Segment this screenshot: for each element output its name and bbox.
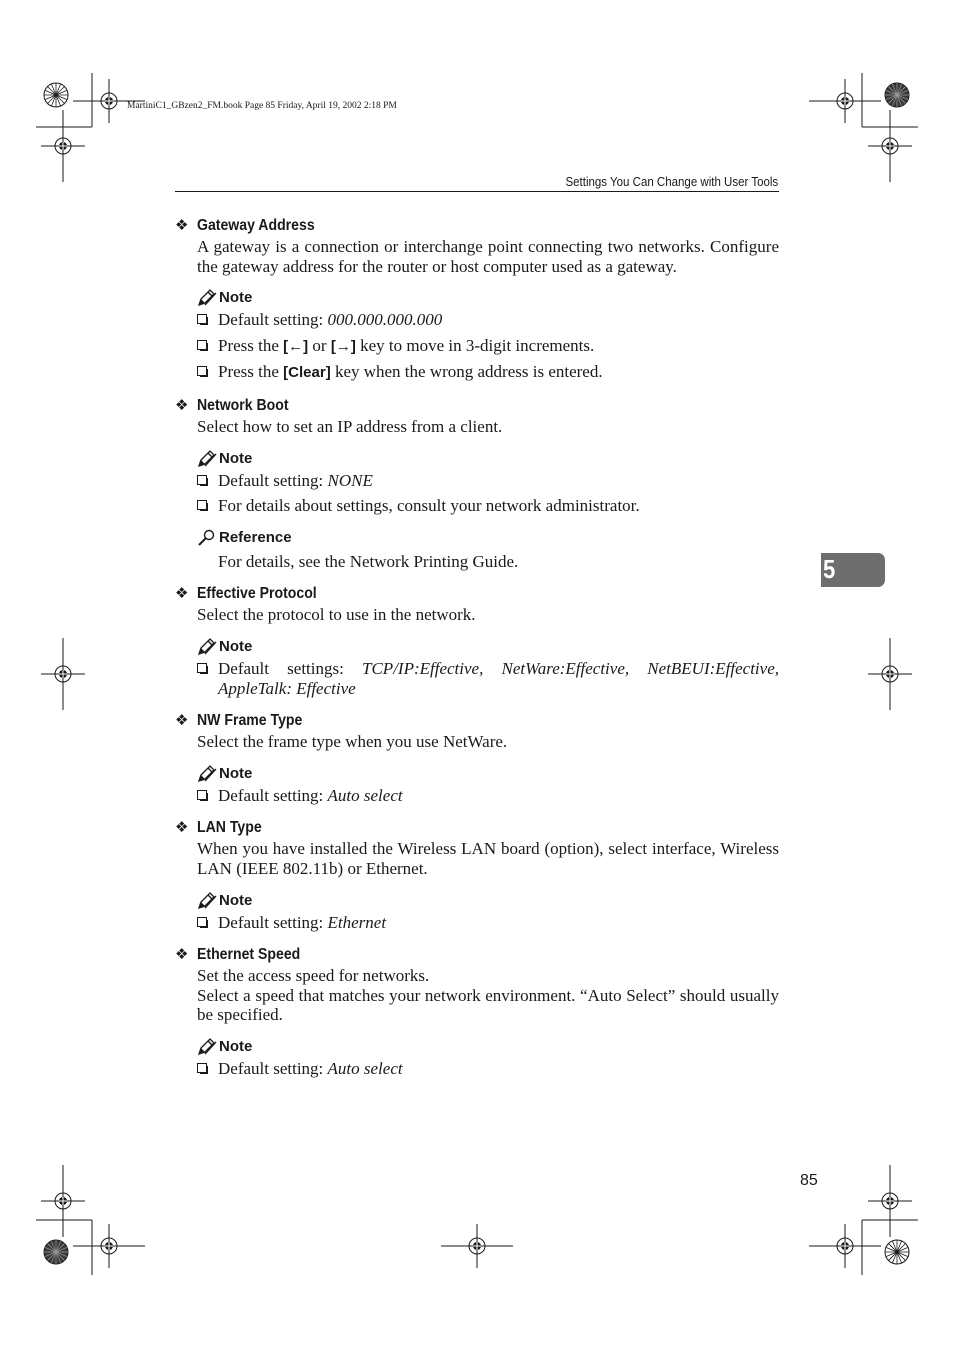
note-item: Default setting: Ethernet [175,913,779,933]
checkbox-bullet-icon [197,500,207,510]
diamond-bullet-icon: ❖ [175,712,189,730]
note-heading: Note [175,1037,779,1057]
checkbox-bullet-icon [197,475,207,485]
pencil-note-icon [197,289,217,307]
checkbox-bullet-icon [197,790,207,800]
note-item: Default setting: NONE [175,471,779,491]
checkbox-bullet-icon [197,314,207,324]
chapter-number: 5 [823,554,836,584]
section-title: ❖ Ethernet Speed [175,944,779,966]
diamond-bullet-icon: ❖ [175,217,189,234]
note-heading: Note [175,891,779,911]
note-item: Default setting: Auto select [175,786,779,806]
book-info: MartiniC1_GBzen2_FM.book Page 85 Friday, April 19, 2002 2:18 PM [127,101,397,111]
section-network-boot [175,395,779,571]
left-arrow-key: [←] [283,337,309,355]
note-item: Press the [←] or [→] key to move in 3-digit increments. [175,336,779,357]
pencil-note-icon [197,892,217,910]
note-item: Press the [Clear] key when the wrong address is entered. [175,362,779,383]
diamond-bullet-icon: ❖ [175,396,189,414]
section-body: When you have installed the Wireless LAN board (option), select interface, Wireless LAN (IEEE 802.11b) or Ethernet. [197,839,779,878]
diamond-bullet-icon: ❖ [175,946,189,964]
section-lan-type [175,817,779,932]
note-item: Default setting: 000.000.000.000 [175,310,779,330]
section-ethernet-speed [175,944,779,1078]
section-body: Set the access speed for networks. Select a speed that matches your network environment. “Auto Select” should usually be specified. [197,966,779,1025]
section-gateway-address [175,215,779,383]
note-heading: Note [175,637,779,657]
reference-heading: Reference [175,528,779,548]
section-title: ❖ NW Frame Type [175,710,779,732]
note-heading: Note [175,288,779,308]
section-nw-frame-type [175,710,779,805]
note-item: For details about settings, consult your network administrator. [175,496,779,516]
running-head: Settings You Can Change with User Tools [565,175,778,189]
checkbox-bullet-icon [197,917,207,927]
reference-text: For details, see the Network Printing Guide. [218,551,519,571]
note-heading: Note [175,449,779,469]
header-rule [175,191,779,192]
note-heading: Note [175,764,779,784]
clear-key: [Clear] [283,364,331,382]
pencil-note-icon [197,450,217,468]
pencil-note-icon [197,638,217,656]
section-title: ❖ LAN Type [175,817,779,839]
right-arrow-key: [→] [330,337,356,355]
checkbox-bullet-icon [197,340,207,350]
section-title: ❖ Gateway Address [175,215,779,237]
pencil-note-icon [197,765,217,783]
diamond-bullet-icon: ❖ [175,585,189,603]
note-item: Default settings: TCP/IP:Effective, NetWare:Effective, NetBEUI:Effective, AppleTalk: Effective [175,659,779,698]
section-body: A gateway is a connection or interchange point connecting two networks. Configure the gateway address for the router or host computer used as a gateway. [197,237,779,276]
magnifier-reference-icon [197,529,217,547]
section-title: ❖ Network Boot [175,395,779,417]
note-item: Default setting: Auto select [175,1059,779,1079]
section-body: Select how to set an IP address from a client. [197,416,503,436]
diamond-bullet-icon: ❖ [175,819,189,837]
page-content [175,215,779,1090]
pencil-note-icon [197,1038,217,1056]
checkbox-bullet-icon [197,366,207,376]
section-body: Select the protocol to use in the network. [197,605,476,625]
section-title: ❖ Effective Protocol [175,583,779,605]
page-number: 85 [800,1172,818,1189]
checkbox-bullet-icon [197,663,207,673]
chapter-tab [821,553,885,587]
section-body: Select the frame type when you use NetWare. [197,732,508,752]
checkbox-bullet-icon [197,1063,207,1073]
section-effective-protocol [175,583,779,698]
